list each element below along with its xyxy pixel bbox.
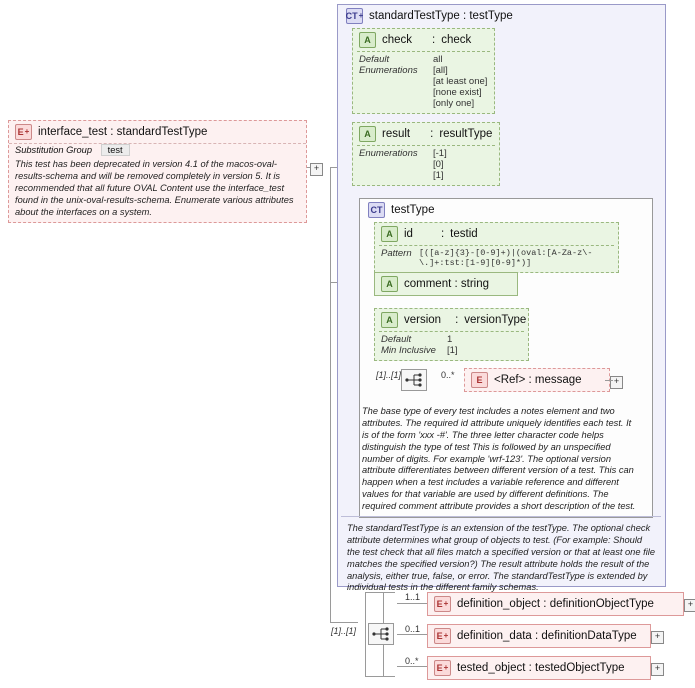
definition-data-cardinality: 0..1 (405, 624, 421, 634)
facet-label: Min Inclusive (381, 345, 436, 356)
connector (397, 666, 427, 667)
attribute-result-facets (353, 146, 499, 185)
definition-object-label: definition_object : definitionObjectType (457, 598, 654, 610)
attribute-icon: A (359, 126, 376, 142)
tested-object-label: tested_object : testedObjectType (457, 662, 625, 674)
facet-value: [at least one] (433, 76, 488, 87)
interface-test-annotation: This test has been deprecated in version 4.1 of the macos-oval-results-schema and will be removed completely in version 5. It is recommended that all future OVAL Content use the interface_test found in the unix-oval-results-schema. Enumerate various attributes about the interfaces on a system. (15, 159, 294, 217)
tested-object-cardinality: 0..* (405, 656, 419, 666)
facet-value: [none exist] (433, 87, 482, 98)
attribute-version[interactable] (374, 308, 529, 361)
connector (330, 622, 358, 623)
facet-value: [([a-z]{3}-[0-9]+)|(oval:[A-Za-z\-\.]+:tst:[1-9][0-9]*)] (419, 248, 593, 268)
facet-value: [1] (447, 345, 458, 356)
attribute-version-title: A version : versionType (375, 309, 528, 331)
test-type-label: testType (391, 204, 435, 216)
attribute-result-title: A result : resultType (353, 123, 499, 145)
facet-value: 1 (447, 334, 453, 345)
tested-object-element[interactable] (427, 656, 651, 680)
attribute-result[interactable] (352, 122, 500, 186)
facet-label: Default (381, 334, 412, 345)
interface-test-element[interactable] (8, 120, 307, 223)
substitution-group-label: Substitution Group (15, 145, 93, 155)
attribute-icon: A (381, 312, 398, 328)
attribute-version-name: version (404, 314, 442, 326)
standard-test-type-annotation: The standardTestType is an extension of the testType. The optional check attribute determines what group of objects to test. (For example: Should the test check that all files match a specified version or that at least one file matches the specified version?) The result attribute holds the result of the analysis, either true, false, or error. The standardTestType is extended by individual tests in the different family schemas. (347, 523, 655, 593)
facet-label: Enumerations (359, 148, 418, 159)
connector (397, 603, 427, 604)
complextype-icon: CT (368, 202, 385, 218)
complextype-plus-icon: CT + (346, 8, 363, 24)
element-icon: E (471, 372, 488, 388)
substitution-group-row (9, 144, 306, 155)
attribute-version-facets (375, 332, 528, 360)
connector-trunk (330, 167, 331, 622)
definition-object-element[interactable] (427, 592, 684, 616)
attribute-icon: A (359, 32, 376, 48)
attribute-check-title: A check : check (353, 29, 494, 51)
definition-object-title (428, 593, 683, 615)
element-plus-icon: E + (434, 596, 451, 612)
connector (397, 634, 427, 635)
sequence-glyph (403, 372, 425, 388)
attribute-icon: A (381, 276, 398, 292)
facet-value: [0] (433, 159, 444, 170)
interface-test-label: interface_test : standardTestType (38, 126, 208, 138)
expander-tested-object[interactable]: + (651, 662, 664, 676)
attribute-icon: A (381, 226, 398, 242)
test-type-title (360, 199, 652, 221)
sequence-symbol[interactable] (401, 369, 427, 391)
attribute-id-name: id (404, 228, 413, 240)
sequence-left-cardinality: [1]..[1] (376, 370, 402, 380)
bottom-sequence-symbol[interactable] (368, 623, 394, 645)
facet-value: [-1] (433, 148, 447, 159)
ref-message-element[interactable] (464, 368, 610, 392)
expander-definition-object[interactable]: + (684, 598, 695, 612)
interface-test-title (9, 121, 306, 143)
sequence-glyph (370, 626, 392, 642)
connector (605, 380, 613, 381)
attribute-check-type: check (441, 34, 472, 46)
facet-label: Enumerations (359, 65, 418, 76)
element-plus-icon: E + (434, 660, 451, 676)
facet-label: Pattern (381, 248, 412, 259)
expander-definition-data[interactable]: + (651, 630, 664, 644)
definition-data-title (428, 625, 650, 647)
attribute-check[interactable] (352, 28, 495, 114)
facet-label: Default (359, 54, 390, 65)
attribute-id-type: testid (450, 228, 478, 240)
attribute-id-facets (375, 246, 618, 272)
definition-data-label: definition_data : definitionDataType (457, 630, 637, 642)
facet-value: [all] (433, 65, 448, 76)
ref-message-label: <Ref> : message (494, 374, 582, 386)
attribute-id-title: A id : testid (375, 223, 618, 245)
standard-test-type-title (338, 5, 665, 27)
expander-ref-message[interactable]: + (610, 375, 623, 389)
definition-data-element[interactable] (427, 624, 651, 648)
facet-value: all (433, 54, 443, 65)
bottom-left-cardinality: [1]..[1] (331, 626, 357, 636)
element-plus-icon: E + (15, 124, 32, 140)
substitution-group-value: test (101, 144, 130, 156)
attribute-result-type: resultType (439, 128, 493, 140)
attribute-comment-title (375, 273, 517, 295)
facet-value: [only one] (433, 98, 475, 109)
attribute-comment-name: comment : string (404, 278, 489, 290)
standard-test-type-label: standardTestType : testType (369, 10, 513, 22)
attribute-id[interactable] (374, 222, 619, 273)
connector (365, 676, 395, 677)
divider (341, 516, 661, 517)
attribute-check-name: check (382, 34, 413, 46)
tested-object-title (428, 657, 650, 679)
attribute-comment[interactable] (374, 272, 518, 296)
attribute-version-type: versionType (464, 314, 527, 326)
expander-interface-test[interactable]: + (310, 162, 323, 176)
test-type-annotation: The base type of every test includes a notes element and two attributes. The required id attribute uniquely identifies each test. It is of the form 'xxx -#'. The three letter character code helps distinguish the type of test This is followed by an unspecified number of digits. For example 'wrf-123'. The optional version attribute differentiates between different version of a test. This can happen when a test includes a variable reference and different values for that variable are used by different definitions. The required comment attribute provides a short description of the test. (362, 406, 636, 512)
element-plus-icon: E + (434, 628, 451, 644)
connector (365, 592, 366, 676)
attribute-check-facets (353, 52, 494, 113)
sequence-right-cardinality: 0..* (441, 370, 455, 380)
facet-value: [1] (433, 170, 444, 181)
attribute-result-name: result (382, 128, 411, 140)
ref-message-title (465, 369, 609, 391)
definition-object-cardinality: 1..1 (405, 592, 421, 602)
